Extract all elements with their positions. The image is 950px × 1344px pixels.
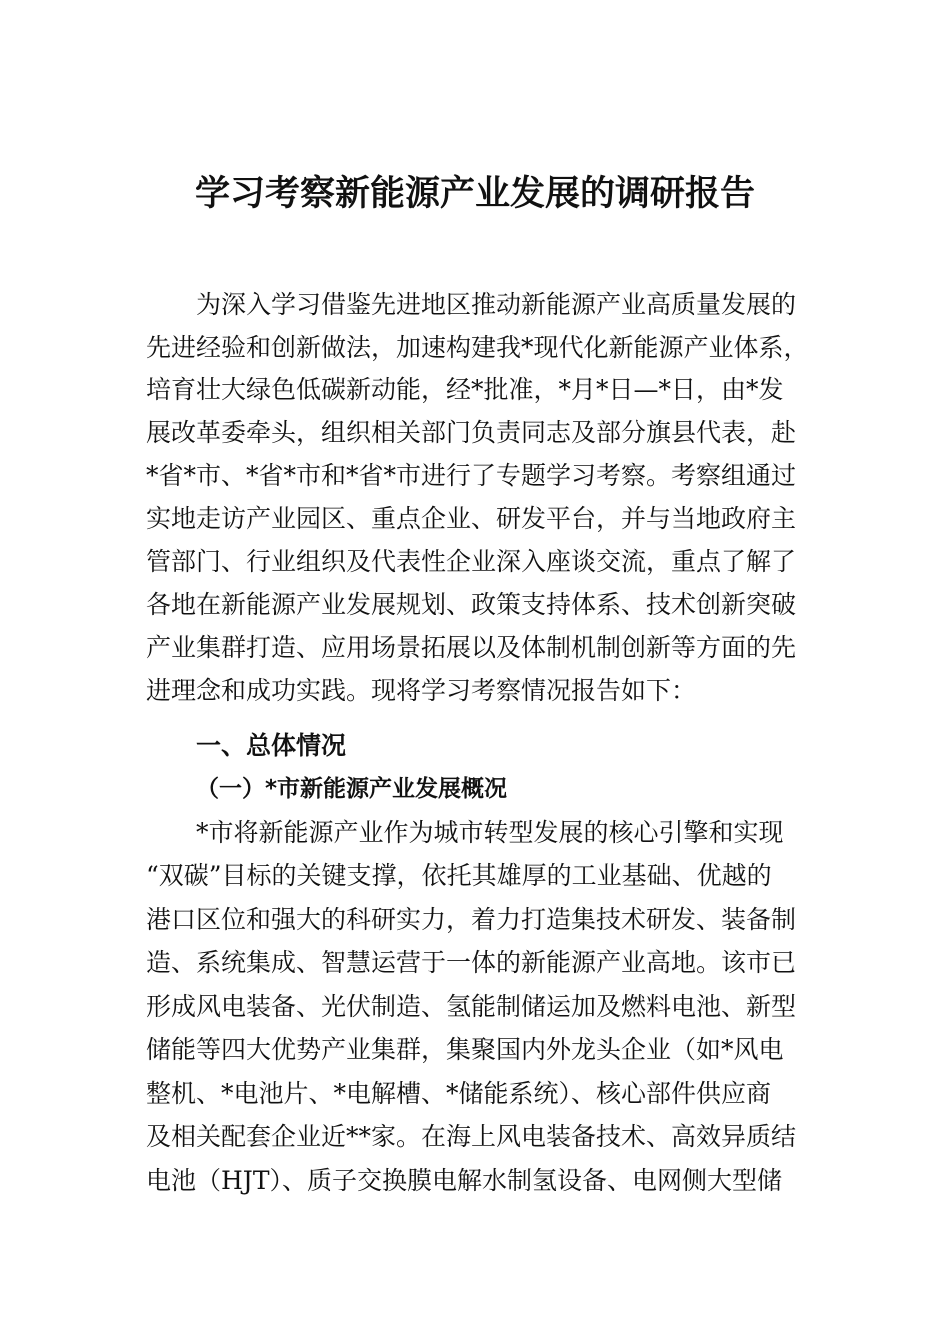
- intro-line-10: 进理念和成功实践。现将学习考察情况报告如下：: [146, 676, 697, 705]
- body-line-6: 储能等四大优势产业集群，集聚国内外龙头企业（如*风电: [146, 1035, 784, 1064]
- intro-line-6: 实地走访产业园区、重点企业、研发平台，并与当地政府主: [146, 504, 797, 533]
- body-line-9: 电池（HJT）、质子交换膜电解水制氢设备、电网侧大型储: [146, 1166, 783, 1195]
- intro-line-8: 各地在新能源产业发展规划、政策支持体系、技术创新突破: [146, 590, 797, 619]
- intro-line-5: *省*市、*省*市和*省*市进行了专题学习考察。考察组通过: [146, 461, 797, 490]
- intro-line-4: 展改革委牵头，组织相关部门负责同志及部分旗县代表，赴: [146, 418, 797, 447]
- body-line-1: *市将新能源产业作为城市转型发展的核心引擎和实现: [196, 818, 784, 847]
- body-line-4: 造、系统集成、智慧运营于一体的新能源产业高地。该市已: [146, 948, 797, 977]
- body-line-2: “双碳”目标的关键支撑，依托其雄厚的工业基础、优越的: [146, 861, 772, 890]
- subsection-heading-city-overview: （一）*市新能源产业发展概况: [196, 776, 508, 802]
- intro-line-2: 先进经验和创新做法，加速构建我*现代化新能源产业体系，: [146, 333, 809, 362]
- intro-line-1: 为深入学习借鉴先进地区推动新能源产业高质量发展的: [196, 290, 797, 319]
- section-heading-overall: 一、总体情况: [196, 731, 347, 760]
- body-line-7: 整机、*电池片、*电解槽、*储能系统）、核心部件供应商: [146, 1079, 772, 1108]
- document-title: 学习考察新能源产业发展的调研报告: [194, 174, 755, 214]
- intro-line-7: 管部门、行业组织及代表性企业深入座谈交流，重点了解了: [146, 547, 797, 576]
- body-line-5: 形成风电装备、光伏制造、氢能制储运加及燃料电池、新型: [146, 992, 797, 1021]
- body-line-8: 及相关配套企业近**家。在海上风电装备技术、高效异质结: [146, 1122, 797, 1151]
- intro-line-3: 培育壮大绿色低碳新动能，经*批准，*月*日—*日，由*发: [146, 375, 784, 404]
- body-line-3: 港口区位和强大的科研实力，着力打造集技术研发、装备制: [146, 905, 797, 934]
- intro-line-9: 产业集群打造、应用场景拓展以及体制机制创新等方面的先: [146, 633, 797, 662]
